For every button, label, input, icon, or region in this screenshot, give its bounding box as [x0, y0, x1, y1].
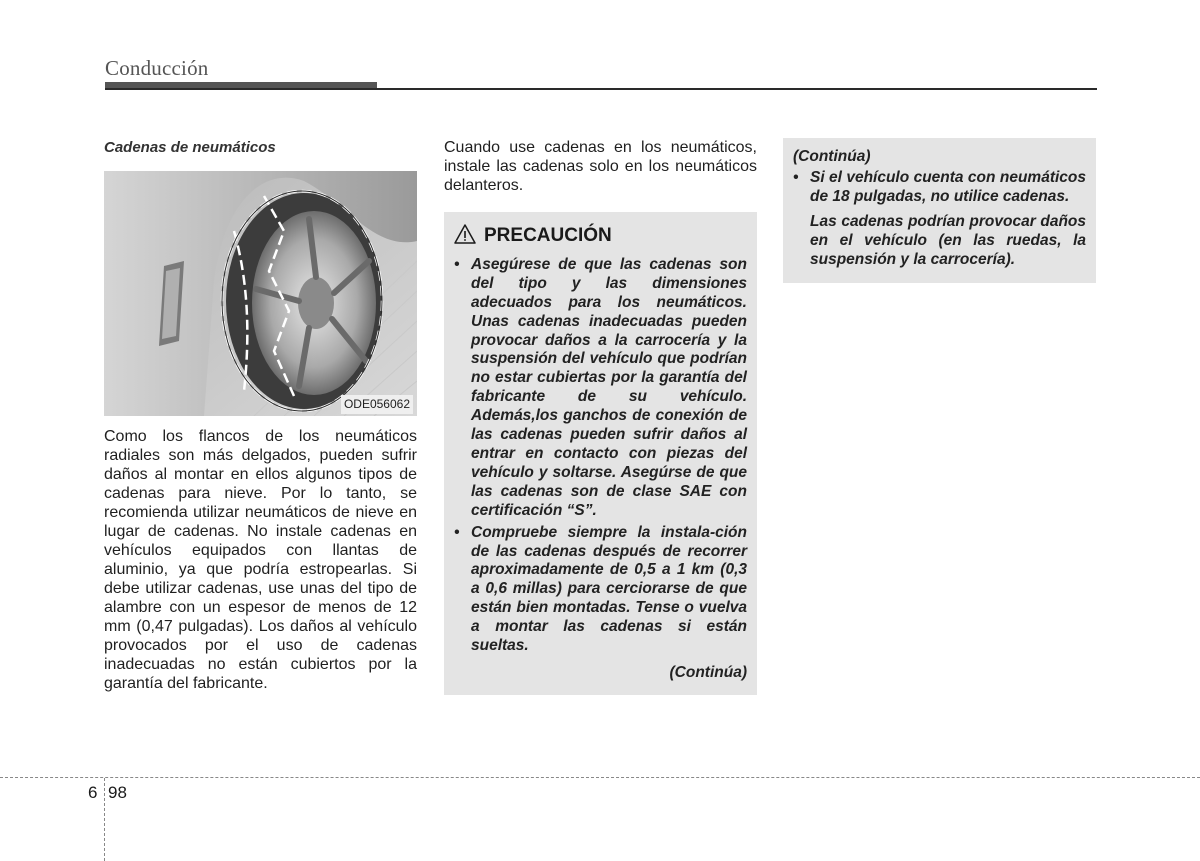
- caution-bullet-text: Si el vehículo cuenta con neumáticos de 18 pulgadas, no utilice cadenas.: [810, 168, 1086, 205]
- page-number: [88, 783, 127, 803]
- section-header-title: Conducción: [105, 56, 209, 80]
- caution-note: Las cadenas podrían provocar daños en el vehículo (en las ruedas, la suspensión y la carrocería).: [810, 212, 1086, 268]
- caution-title: PRECAUCIÓN: [484, 225, 612, 246]
- caution-bullet: [454, 256, 747, 521]
- bullet-dot: •: [454, 255, 460, 273]
- caution-box-continued: [783, 138, 1096, 283]
- warning-triangle-icon: [454, 224, 476, 249]
- caution-bullet-text: Asegúrese de que las cadenas son del tipo y las dimensiones adecuados para los neumáticos. Unas cadenas inadecuadas pueden provocar daños a la carrocería y la suspensión del vehículo que podrían no estar cubiertas por la garantía del fabricante de su vehículo. Además,los ganchos de conexión de las cadenas pueden sufrir daños al entrar en contacto con piezas del vehículo y soltarse. Asegúrse de que las cadenas son de clase SAE con certificación “S”.: [471, 255, 747, 519]
- caution-heading: [454, 224, 747, 249]
- column-right: [783, 138, 1096, 283]
- caution-box: [444, 212, 757, 695]
- bullet-dot: •: [793, 168, 799, 186]
- page-number-value: 98: [108, 783, 127, 802]
- chapter-number: 6: [88, 783, 98, 802]
- paragraph-front-tires: Cuando use cadenas en los neumáticos, instale las cadenas solo en los neumáticos delanteros.: [444, 139, 757, 194]
- section-title: Cadenas de neumáticos: [104, 139, 276, 156]
- caution-bullet: [454, 524, 747, 656]
- column-left: [104, 138, 417, 693]
- bullet-dot: •: [454, 523, 460, 541]
- figure-code: ODE056062: [341, 395, 413, 414]
- footer-divider: [0, 777, 1200, 778]
- caution-bullet: [793, 169, 1086, 207]
- continued-label: (Continúa): [793, 148, 871, 165]
- continued-label: (Continúa): [669, 663, 747, 681]
- caution-bullet-text: Compruebe siempre la instala-ción de las cadenas después de recorrer aproximadamente de 0,5 a 1 km (0,3 a 0,6 millas) para cerciorarse de que están bien montadas. Tense o vuelva a montar las cadenas si están sueltas.: [471, 523, 747, 655]
- column-middle: [444, 138, 757, 695]
- paragraph-tire-chains: Como los flancos de los neumáticos radiales son más delgados, pueden sufrir daños al montar en ellos algunos tipos de cadenas para nieve. Por lo tanto, se recomienda utilizar neumáticos de nieve en lugar de cadenas. No instale cadenas en vehículos equipados con llantas de aluminio, ya que podría estropearlas. Si debe utilizar cadenas, use unas del tipo de alambre con un espesor de menos de 12 mm (0,47 pulgadas). Los daños al vehículo provocados por el uso de cadenas inadecuadas no están cubiertos por la garantía del fabricante.: [104, 428, 417, 692]
- tire-chain-illustration: [104, 171, 417, 416]
- header-rule: [105, 88, 1097, 90]
- tire-chain-drawing: [104, 171, 417, 416]
